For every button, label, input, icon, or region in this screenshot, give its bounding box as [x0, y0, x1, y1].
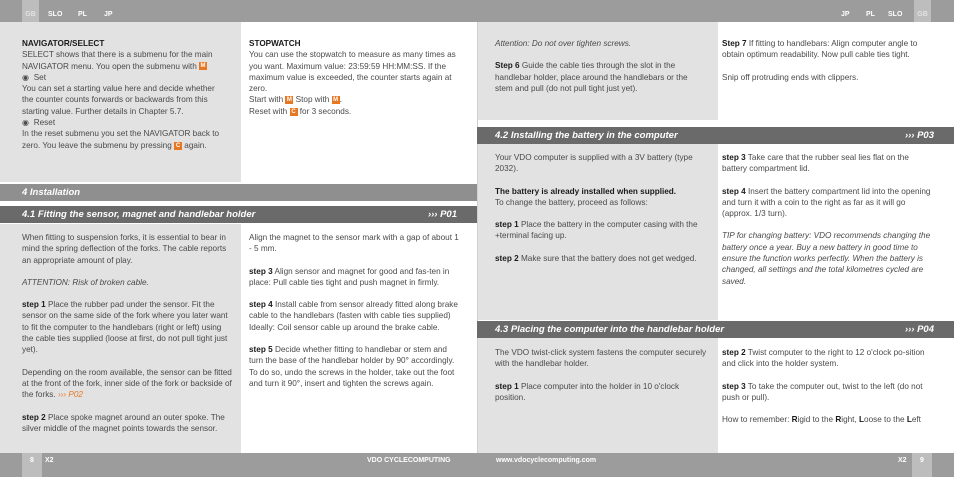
lang-jp-right[interactable]: JP	[841, 11, 850, 18]
right-top-col2	[722, 38, 934, 83]
page-number-left: 8	[22, 453, 42, 477]
s43-l1b: oose to the	[864, 415, 907, 425]
section-43-ref: ››› P04	[904, 324, 934, 335]
s43-step3-label: step 3	[722, 381, 746, 391]
s41-step3: Align sensor and magnet for good and fas-ten in place: Pull cable ties tight and push magnet in firmly.	[249, 266, 450, 287]
nav-p2: You can set a starting value here and decide whether the counter counts forwards or backwards from this starting value. Further details in Chapter 5.7.	[22, 84, 215, 116]
step6: Guide the cable ties through the slot in the handlebar holder, place around the handlebars or the stem and pull (do not pull tight just yet).	[495, 61, 688, 93]
s41-step4: Install cable from sensor already fitted along brake cable to the handlebars (fasten with cable ties supplied) Ideally: Coil sensor cable up around the brake cable.	[249, 300, 458, 332]
s41-p1: When fitting to suspension forks, it is essential to bear in mind the spring deflection of the forks. The cable reports an appropriate amount of play.	[22, 233, 227, 265]
s41-step2-label: step 2	[22, 412, 46, 422]
s42-step1-label: step 1	[495, 220, 519, 230]
navigator-block	[22, 38, 228, 151]
nav-p3: In the reset submenu you set the NAVIGATOR back to zero. You leave the submenu by pressing	[22, 129, 220, 150]
stopwatch-start: Start with	[249, 95, 286, 105]
s42-step2: Make sure that the battery does not get wedged.	[518, 253, 697, 263]
s43-r2b: ight,	[841, 415, 860, 425]
s43-step3: To take the computer out, twist to the left (do not push or pull).	[722, 381, 923, 402]
url-footer[interactable]: www.vdocyclecomputing.com	[496, 457, 597, 464]
nav-set: Set	[33, 72, 47, 82]
s43-col2	[722, 347, 934, 425]
s43-step2: Twist computer to the right to 12 o'clock po-sition and click into the holder system.	[722, 348, 925, 369]
c-button-icon: C	[175, 142, 181, 149]
s43-l1: L	[859, 415, 865, 425]
step7: If fitting to handlebars: Align computer angle to obtain optimum readability. Now pull cable ties tight.	[722, 39, 918, 60]
s41-step5: Decide whether fitting to handlebar or stem and turn the base of the handlebar holder by 90° accordingly. To do so, undo the screws in the holder, take out the foot and turn it 90°, insert and tighten the screws again.	[249, 345, 455, 388]
s41-p2: Depending on the room available, the sensor can be fitted at the front of the fork, inner side of the fork or backside of the forks.	[22, 367, 232, 400]
stopwatch-reset: Reset with	[249, 106, 290, 116]
c-button-icon: C	[291, 108, 296, 115]
s43-step1: Place computer into the holder in 10 o'clock position.	[495, 381, 680, 402]
s42-bold: The battery is already installed when supplied.	[495, 186, 677, 196]
s41-step3-label: step 3	[249, 266, 273, 276]
s43-l2: L	[906, 415, 912, 425]
s42-p1: Your VDO computer is supplied with a 3V battery (type 2032).	[495, 153, 693, 174]
s42-step4: Insert the battery compartment lid into the opening and turn it with a coin to the right as far as it will go (approx. 1/3 turn).	[722, 186, 931, 219]
section-42-header	[477, 127, 954, 144]
m-button-icon: M	[286, 97, 292, 104]
stopwatch-p1: You can use the stopwatch to measure as many times as you want. Maximum value: 23:59:59 HH:MM:SS. If the maximum value is exceeded, the counter starts again at zero.	[249, 50, 456, 94]
stopwatch-reset-b: for 3 seconds.	[297, 106, 352, 116]
step6-label: Step 6	[495, 61, 520, 71]
s42-step3-label: step 3	[722, 153, 746, 162]
nav-p3b: again.	[182, 140, 207, 150]
top-bar-left	[0, 0, 477, 22]
page-number-right: 9	[912, 453, 932, 477]
section-41-ref: ››› P01	[427, 209, 457, 220]
s41-align: Align the magnet to the sensor mark with a gap of about 1 - 5 mm.	[249, 233, 459, 254]
m-button-icon: M	[200, 63, 206, 70]
reset-bullet-icon: ◉	[22, 118, 30, 128]
stopwatch-stop: Stop with	[293, 95, 332, 105]
right-attention: Attention: Do not over tighten screws.	[495, 39, 632, 48]
lang-jp-left[interactable]: JP	[104, 11, 113, 18]
s43-p1: The VDO twist-click system fastens the computer securely with the handlebar holder.	[495, 348, 707, 369]
lang-pl-right[interactable]: PL	[866, 11, 875, 18]
section-43-title: 4.3 Placing the computer into the handlebar holder	[495, 324, 725, 335]
s41-attention: ATTENTION: Risk of broken cable.	[22, 277, 149, 287]
navigator-title: NAVIGATOR/SELECT	[22, 39, 105, 48]
section-42-title: 4.2 Installing the battery in the computer	[495, 130, 678, 141]
s42-step4-label: step 4	[722, 186, 746, 196]
lang-gb-left[interactable]: GB	[22, 0, 39, 22]
s41-col2	[249, 232, 461, 389]
s41-step1-label: step 1	[22, 300, 46, 310]
snip-text: Snip off protruding ends with clippers.	[722, 72, 859, 82]
s42-step1: Place the battery in the computer casing with the +terminal facing up.	[495, 220, 698, 241]
lang-pl-left[interactable]: PL	[78, 11, 87, 18]
s41-step1: Place the rubber pad under the sensor. Fit the sensor on the same side of the fork where you later want to fit the computer to the handlebars (right or left) using the cable ties supplied (loose at first, do not pull tight just yet).	[22, 300, 228, 355]
s43-col1	[495, 347, 707, 403]
section-4-title: 4 Installation	[22, 187, 81, 198]
right-top-col1	[495, 38, 707, 94]
model-right: X2	[898, 457, 907, 464]
section-41-title: 4.1 Fitting the sensor, magnet and handlebar holder	[22, 209, 256, 220]
page-divider	[477, 22, 478, 453]
s42-col2	[722, 152, 934, 287]
top-bar-right	[477, 0, 954, 22]
lang-slo-left[interactable]: SLO	[48, 11, 63, 18]
s42-col1	[495, 152, 707, 264]
lang-gb-right[interactable]: GB	[914, 0, 931, 22]
s43-r1b: igid to the	[797, 415, 836, 425]
s43-r2: R	[835, 415, 842, 425]
s41-p02-link[interactable]: ››› P02	[57, 390, 83, 400]
section-41-header	[0, 206, 477, 223]
section-4-header	[0, 184, 477, 201]
s41-col1	[22, 232, 232, 434]
stopwatch-block: STOPWATCH You can use the stopwatch to measure as many times as you want. Maximum value: 23:59:59 HH:MM:SS. If the maximum value is exceeded, the counter starts again at zero. Start with M Stop with M . Reset with C for 3 seconds.	[249, 38, 461, 117]
s41-step2: Place spoke magnet around an outer spoke. The silver middle of the magnet points towards the sensor.	[22, 412, 225, 433]
step7-label: Step 7	[722, 39, 747, 48]
s41-step5-label: step 5	[249, 345, 273, 355]
section-42-ref: ››› P03	[904, 130, 934, 141]
set-bullet-icon: ◉	[22, 72, 30, 82]
nav-p1: SELECT shows that there is a submenu for the main NAVIGATOR menu. You open the submenu with	[22, 50, 213, 71]
s43-step2-label: step 2	[722, 348, 746, 357]
s43-step1-label: step 1	[495, 381, 519, 391]
m-button-icon: M	[333, 97, 339, 104]
s42-tip: TIP for changing battery: VDO recommends changing the battery once a year. Buy a new battery in good time to ensure the function works perfectly. When the battery is changed, all settings and the total kilometres cycled are saved.	[722, 231, 931, 286]
s42-step3: Take care that the rubber seal lies flat on the battery compartment lid.	[722, 153, 909, 174]
s43-l2b: eft	[911, 415, 921, 425]
s43-r1: R	[791, 415, 798, 425]
model-left: X2	[45, 457, 54, 464]
brand-footer: VDO CYCLECOMPUTING	[367, 457, 451, 464]
s41-step4-label: step 4	[249, 300, 273, 310]
s42-step2-label: step 2	[495, 253, 519, 263]
s43-remember: How to remember:	[722, 415, 792, 425]
s42-p2: To change the battery, proceed as follows:	[495, 197, 648, 207]
lang-slo-right[interactable]: SLO	[888, 11, 903, 18]
stopwatch-title: STOPWATCH	[249, 39, 301, 48]
section-43-header	[477, 321, 954, 338]
nav-reset: Reset	[33, 118, 56, 128]
